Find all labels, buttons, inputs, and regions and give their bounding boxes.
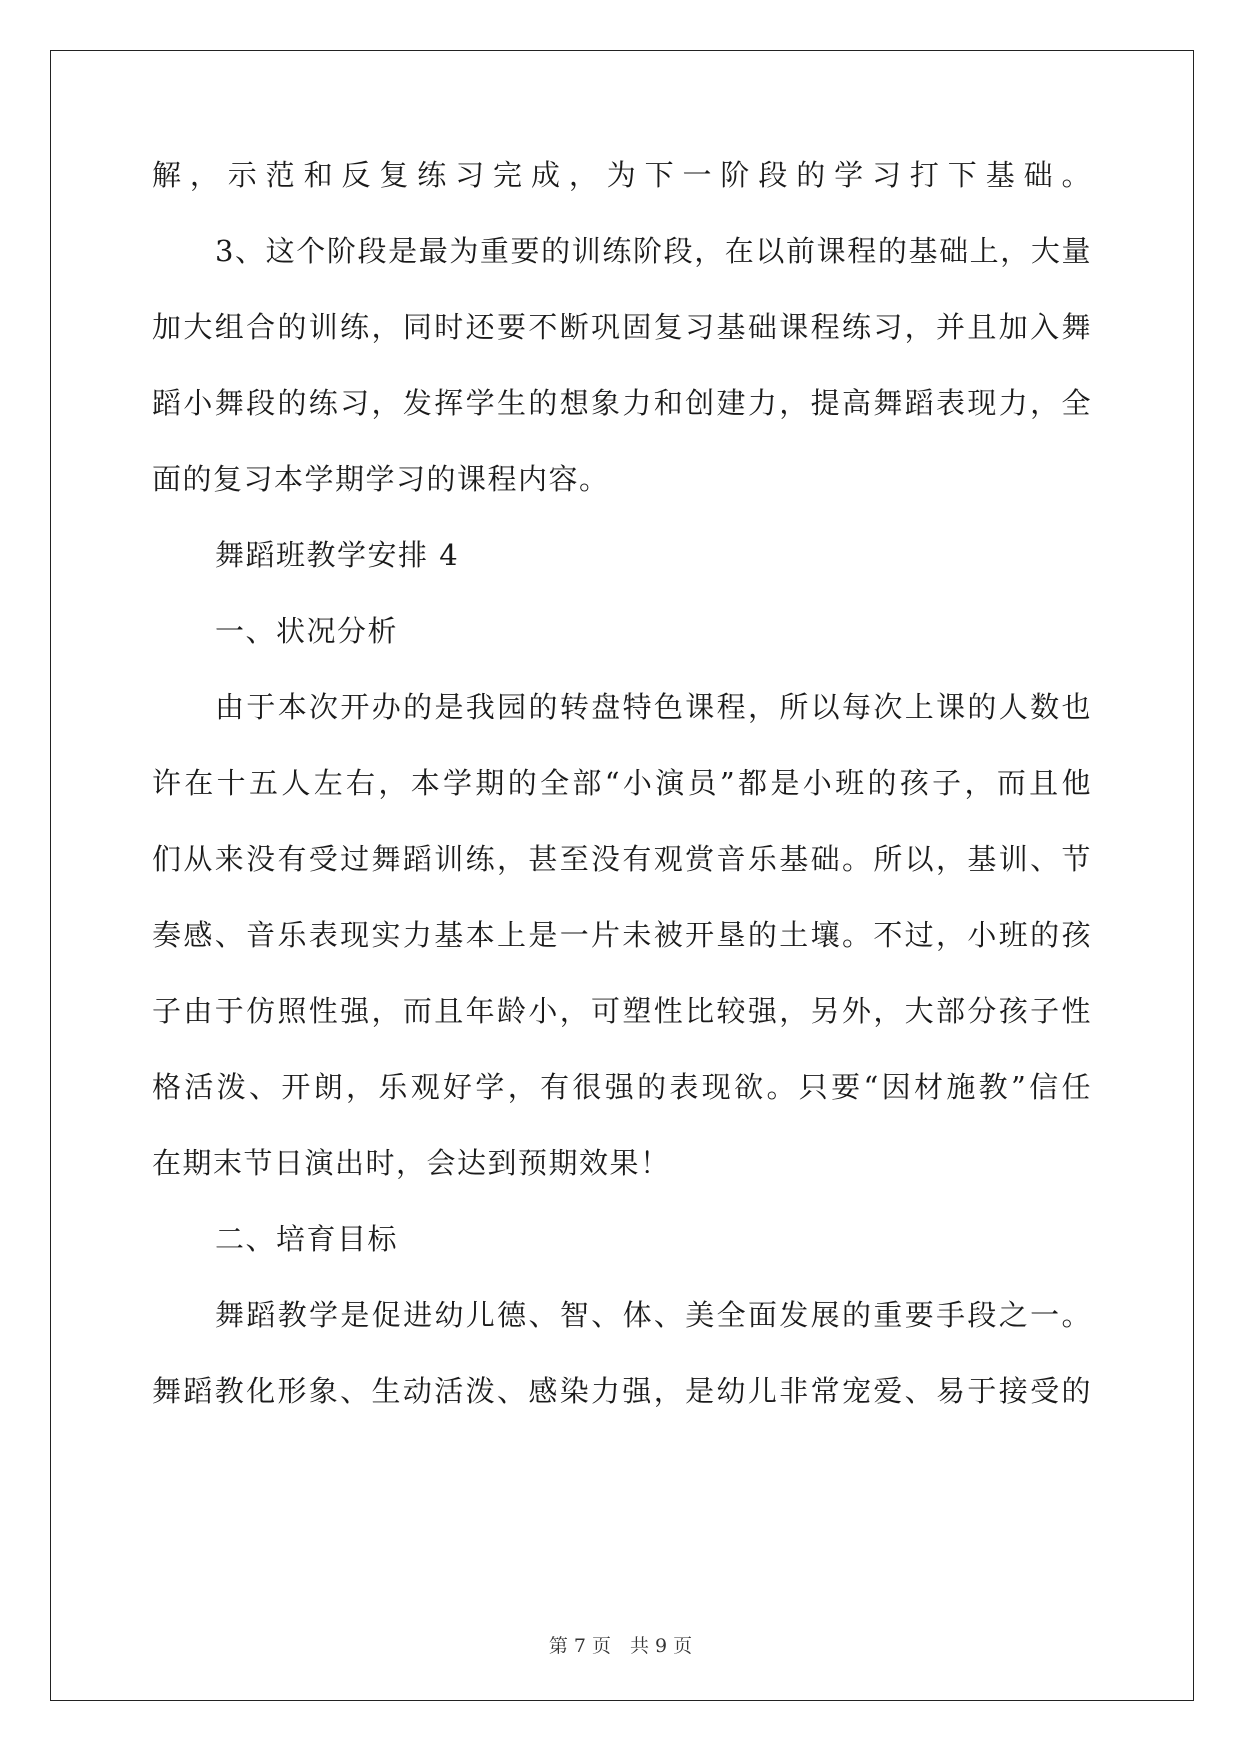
page-number: 第 7 页 共 9 页: [548, 1635, 693, 1657]
text-line: 奏感、音乐表现实力基本上是一片未被开垦的土壤。不过，小班的孩: [152, 918, 1092, 952]
section-heading: 舞蹈班教学安排 4: [215, 538, 460, 572]
text-line: 许在十五人左右，本学期的全部“小演员”都是小班的孩子，而且他: [152, 766, 1092, 800]
text-line: 蹈小舞段的练习，发挥学生的想象力和创建力，提高舞蹈表现力，全: [152, 386, 1092, 420]
section-heading: 二、培育目标: [215, 1222, 399, 1256]
text-line: 舞蹈教学是促进幼儿德、智、体、美全面发展的重要手段之一。: [215, 1298, 1092, 1332]
text-line: 格活泼、开朗，乐观好学，有很强的表现欲。只要“因材施教”信任: [152, 1070, 1092, 1104]
text-line: 加大组合的训练，同时还要不断巩固复习基础课程练习，并且加入舞: [152, 310, 1092, 344]
text-line: 在期末节日演出时，会达到预期效果！: [152, 1146, 671, 1180]
text-line: 们从来没有受过舞蹈训练，甚至没有观赏音乐基础。所以，基训、节: [152, 842, 1092, 876]
text-line: 3、这个阶段是最为重要的训练阶段，在以前课程的基础上，大量: [215, 234, 1092, 268]
section-heading: 一、状况分析: [215, 614, 399, 648]
text-line: 由于本次开办的是我园的转盘特色课程，所以每次上课的人数也: [215, 690, 1092, 724]
text-line: 面的复习本学期学习的课程内容。: [152, 462, 610, 496]
text-line: 子由于仿照性强，而且年龄小，可塑性比较强，另外，大部分孩子性: [152, 994, 1092, 1028]
text-line: 解，示范和反复练习完成，为下一阶段的学习打下基础。: [152, 158, 1092, 192]
text-line: 舞蹈教化形象、生动活泼、感染力强，是幼儿非常宠爱、易于接受的: [152, 1374, 1092, 1408]
